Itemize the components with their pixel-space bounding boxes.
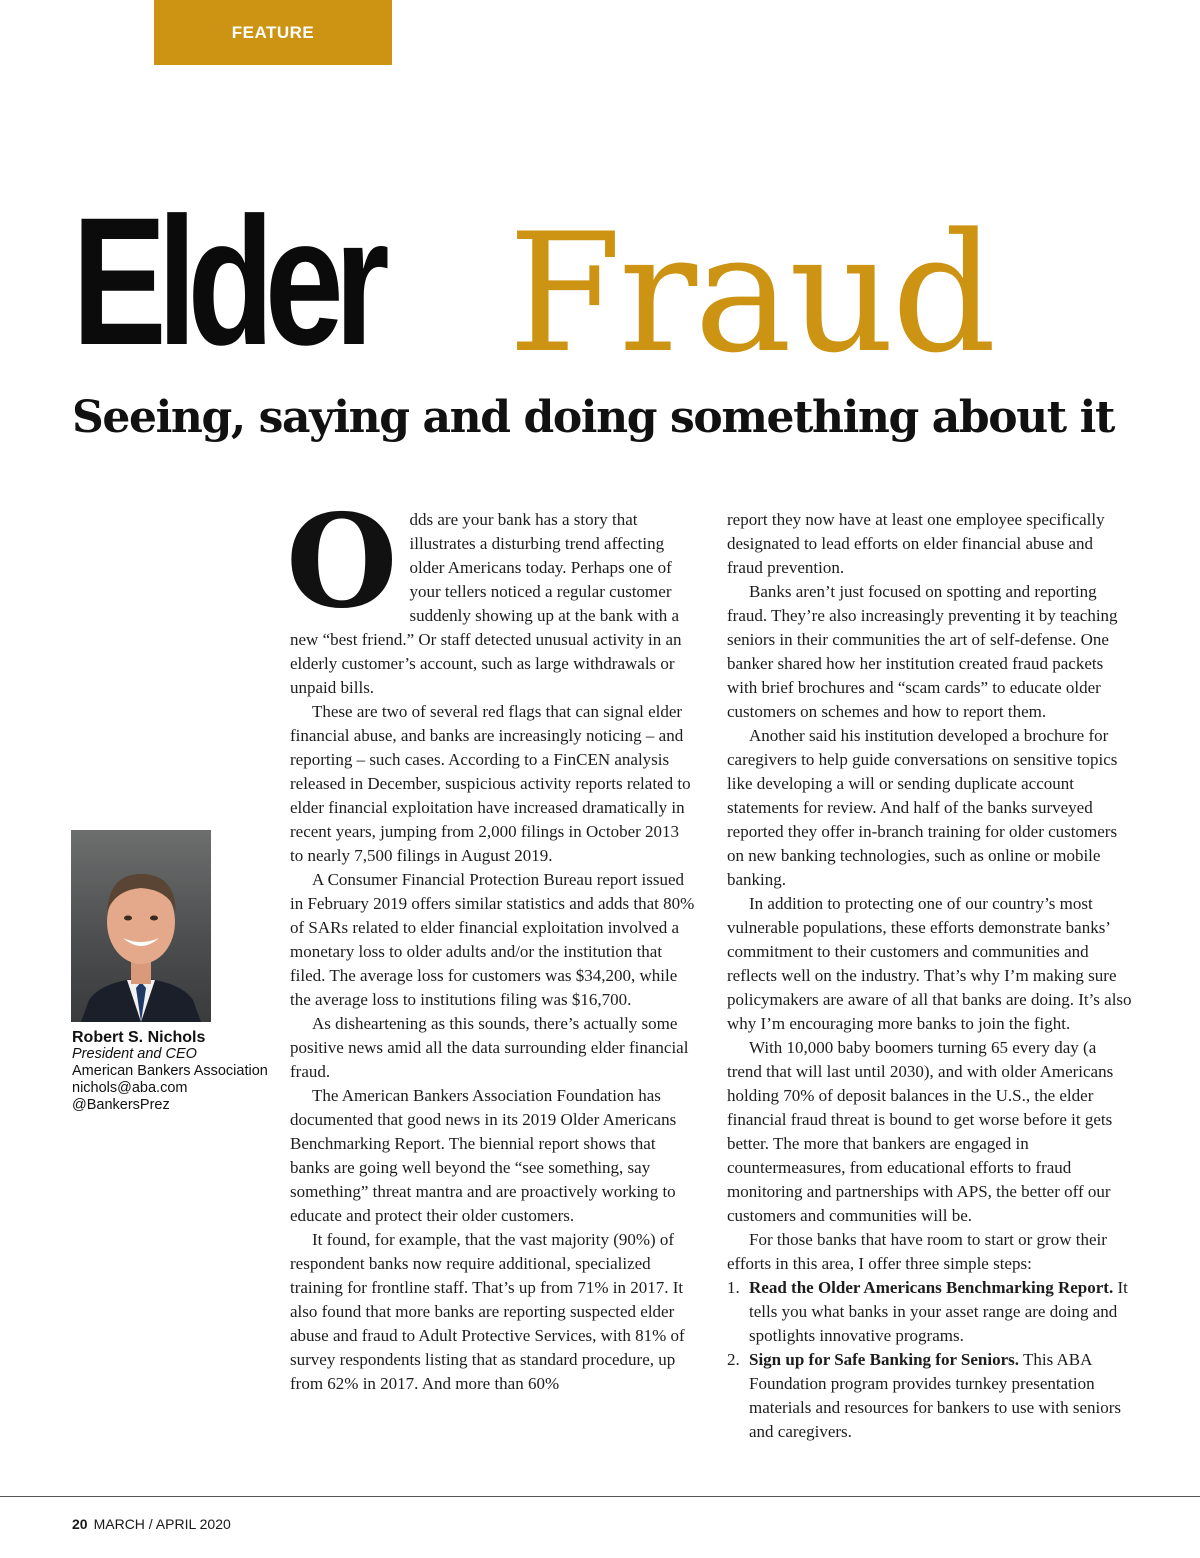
author-title: President and CEO bbox=[72, 1046, 197, 1062]
author-email[interactable]: nichols@aba.com bbox=[72, 1080, 188, 1096]
issue-date: MARCH / APRIL 2020 bbox=[93, 1516, 231, 1532]
section-tab bbox=[154, 0, 392, 65]
paragraph: With 10,000 baby boomers turning 65 every day (a trend that will last until 2030), and with older Americans holding 70% of deposit balances in the U.S., the elder financial fraud threat is bound to get worse before it gets better. The more that bankers are engaged in countermeasures, from educational efforts to fraud monitoring and partnerships with APS, the better off our customers and communities will be. bbox=[727, 1038, 1114, 1225]
page-footer bbox=[72, 1516, 231, 1532]
paragraph: Another said his institution developed a brochure for caregivers to help guide conversations on sensitive topics like developing a will or sending duplicate account statements for review. And half of the banks surveyed reported they offer in-branch training for older customers on new banking technologies, such as online or mobile banking. bbox=[727, 726, 1118, 889]
paragraph: It found, for example, that the vast majority (90%) of respondent banks now require additional, specialized training for frontline staff. That’s up from 71% in 2017. It also found that more banks are reporting suspected elder abuse and fraud to Adult Protective Services, with 81% of survey respondents listing that as standard procedure, up from 62% in 2017. And more than 60% bbox=[290, 1230, 685, 1393]
paragraph: As disheartening as this sounds, there’s actually some positive news amid all the data surrounding elder financial fraud. bbox=[290, 1014, 689, 1081]
footer-rule bbox=[0, 1496, 1200, 1497]
step-heading: Read the Older Americans Benchmarking Report. bbox=[749, 1278, 1114, 1297]
steps-list bbox=[727, 1276, 1132, 1444]
paragraph: These are two of several red flags that can signal elder financial abuse, and banks are increasingly noticing – and reporting – such cases. According to a FinCEN analysis released in December, suspicious activity reports related to elder financial exploitation have increased dramatically in recent years, jumping from 2,000 filings in October 2013 to nearly 7,500 filings in August 2019. bbox=[290, 702, 691, 865]
article-column-1 bbox=[286, 487, 695, 1396]
headline-word-2: Fraud bbox=[508, 198, 994, 389]
step-number: 1. bbox=[727, 1278, 740, 1297]
page-number: 20 bbox=[72, 1516, 88, 1532]
paragraph: In addition to protecting one of our country’s most vulnerable populations, these efforts demonstrate banks’ commitment to their customers and communities and reflects well on the industry. That’s why I’m making sure policymakers are aware of all that banks are doing. It’s also why I’m encouraging more banks to join the fight. bbox=[727, 894, 1132, 1033]
paragraph-text: dds are your bank has a story that illustrates a disturbing trend affecting older Americans today. Perhaps one of your tellers noticed a regular customer suddenly showing up at the bank with a new “best friend.” Or staff detected unusual activity in an elderly customer’s account, such as large withdrawals or unpaid bills. bbox=[290, 510, 682, 697]
headline bbox=[72, 179, 994, 389]
step-text: This ABA Foundation program provides turnkey presentation materials and resources for bankers to use with seniors and caregivers. bbox=[749, 1350, 1121, 1441]
step-heading: Sign up for Safe Banking for Seniors. bbox=[749, 1350, 1020, 1369]
author-handle[interactable]: @BankersPrez bbox=[72, 1097, 170, 1113]
author-bio bbox=[72, 1029, 272, 1114]
drop-cap: O bbox=[286, 487, 398, 637]
headline-word-1: Elder bbox=[72, 179, 381, 383]
step-number: 2. bbox=[727, 1350, 740, 1369]
paragraph: report they now have at least one employee specifically designated to lead efforts on elder financial abuse and fraud prevention. bbox=[727, 510, 1105, 577]
step-text: It tells you what banks in your asset range are doing and spotlights innovative programs. bbox=[749, 1278, 1128, 1345]
author-name: Robert S. Nichols bbox=[72, 1029, 206, 1046]
paragraph bbox=[286, 487, 695, 700]
author-photo bbox=[71, 830, 211, 1022]
paragraph: Banks aren’t just focused on spotting and reporting fraud. They’re also increasingly preventing it by teaching seniors in their communities the art of self-defense. One banker shared how her institution created fraud packets with brief brochures and “scam cards” to educate older customers on schemes and how to report them. bbox=[727, 582, 1118, 721]
author-org: American Bankers Association bbox=[72, 1063, 268, 1079]
paragraph: A Consumer Financial Protection Bureau report issued in February 2019 offers similar statistics and adds that 80% of SARs related to elder financial exploitation involved a monetary loss to older adults and/or the institution that filed. The average loss for customers was $34,200, while the average loss to institutions filing was $16,700. bbox=[290, 870, 695, 1009]
list-item bbox=[727, 1348, 1132, 1444]
paragraph: For those banks that have room to start or grow their efforts in this area, I offer three simple steps: bbox=[727, 1230, 1107, 1273]
paragraph: The American Bankers Association Foundation has documented that good news in its 2019 Older Americans Benchmarking Report. The biennial report shows that banks are going well beyond the “see something, say something” threat mantra and are proactively working to educate and protect their older customers. bbox=[290, 1086, 677, 1225]
article-column-2 bbox=[727, 508, 1132, 1444]
section-tab-label: FEATURE bbox=[231, 22, 315, 42]
list-item bbox=[727, 1276, 1132, 1348]
subtitle: Seeing, saying and doing something about it bbox=[72, 392, 1114, 443]
